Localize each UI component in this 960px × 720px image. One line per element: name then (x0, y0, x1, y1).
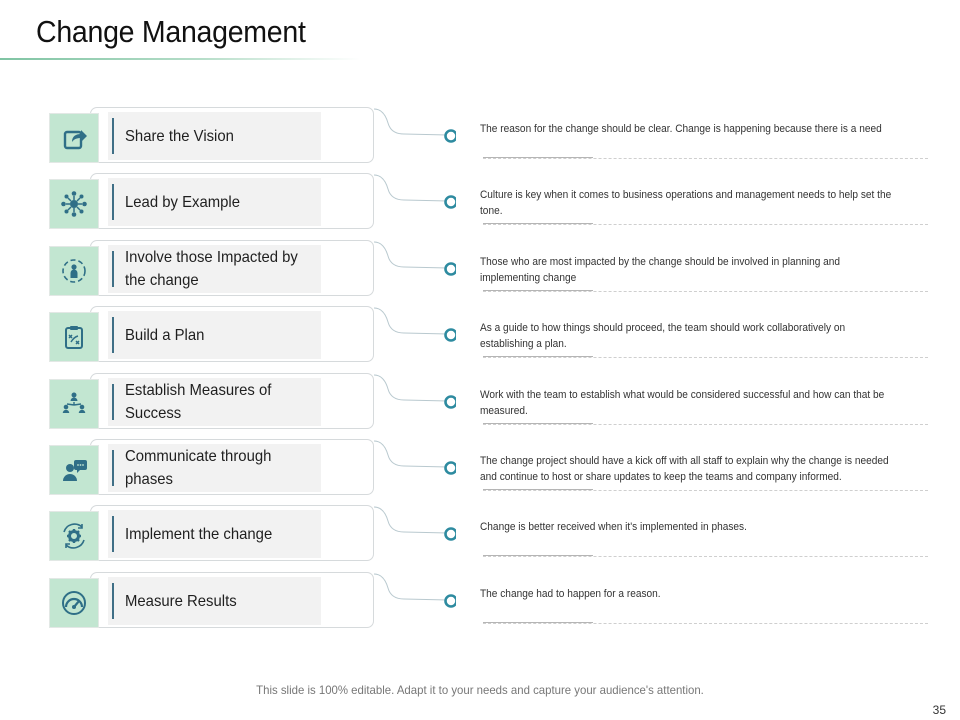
label-accent-bar (112, 251, 114, 287)
label-accent-bar (112, 118, 114, 154)
step-label: Build a Plan (125, 326, 205, 344)
step-description: The reason for the change should be clear. Change is happening because there is a need (480, 123, 882, 135)
description-divider (483, 424, 928, 425)
step-label: Share the Vision (125, 127, 234, 145)
step-row (0, 373, 960, 433)
step-label-box (108, 311, 321, 359)
label-accent-bar (112, 184, 114, 220)
team-hierarchy-icon (49, 379, 99, 429)
step-row (0, 240, 960, 300)
connector-line (374, 373, 456, 413)
description-divider (483, 291, 928, 292)
description-divider-accent (483, 622, 593, 623)
step-description: As a guide to how things should proceed, the team should work collaboratively on establishing a plan. (480, 322, 846, 350)
page-number: 35 (932, 703, 946, 717)
share-icon (49, 113, 99, 163)
people-circle-icon (49, 246, 99, 296)
network-icon (49, 179, 99, 229)
connector-line (374, 306, 456, 346)
description-divider (483, 556, 928, 557)
step-label: Establish Measures of Success (125, 382, 272, 422)
description-divider (483, 490, 928, 491)
connector-line (374, 107, 456, 147)
step-row (0, 572, 960, 632)
step-label-box (108, 577, 321, 625)
gauge-icon (49, 578, 99, 628)
description-divider-accent (483, 555, 593, 556)
step-description: The change project should have a kick off with all staff to explain why the change is needed and continue to host or share updates to keep the teams and company informed. (480, 455, 889, 483)
label-accent-bar (112, 450, 114, 486)
step-label-box (108, 178, 321, 226)
label-accent-bar (112, 384, 114, 420)
step-row (0, 505, 960, 565)
step-label: Implement the change (125, 525, 273, 543)
step-label-box (108, 444, 321, 492)
description-divider-accent (483, 157, 593, 158)
description-divider-accent (483, 290, 593, 291)
chat-user-icon (49, 445, 99, 495)
description-divider (483, 158, 928, 159)
description-divider-accent (483, 223, 593, 224)
step-row (0, 107, 960, 167)
description-divider-accent (483, 423, 593, 424)
step-row (0, 173, 960, 233)
connector-line (374, 173, 456, 213)
step-label-box (108, 510, 321, 558)
step-label-box (108, 378, 321, 426)
footer-note: This slide is 100% editable. Adapt it to your needs and capture your audience's attention. (256, 683, 704, 697)
step-description: Work with the team to establish what would be considered successful and how can that be measured. (480, 389, 885, 417)
description-divider (483, 623, 928, 624)
step-description: Culture is key when it comes to business operations and management needs to help set the tone. (480, 189, 892, 217)
step-description: The change had to happen for a reason. (480, 588, 661, 600)
clipboard-plan-icon (49, 312, 99, 362)
gear-cycle-icon (49, 511, 99, 561)
description-divider-accent (483, 356, 593, 357)
connector-line (374, 572, 456, 612)
description-divider (483, 357, 928, 358)
description-divider-accent (483, 489, 593, 490)
step-label: Measure Results (125, 592, 237, 610)
step-description: Change is better received when it's implemented in phases. (480, 521, 747, 533)
connector-line (374, 439, 456, 479)
label-accent-bar (112, 516, 114, 552)
step-label: Communicate through phases (125, 448, 272, 488)
page-title: Change Management (36, 14, 306, 49)
step-label: Lead by Example (125, 193, 240, 211)
step-row (0, 306, 960, 366)
step-label-box (108, 112, 321, 160)
step-row (0, 439, 960, 499)
step-description: Those who are most impacted by the change should be involved in planning and implementing change (480, 256, 841, 284)
label-accent-bar (112, 317, 114, 353)
step-label: Involve those Impacted by the change (125, 249, 298, 289)
connector-line (374, 240, 456, 280)
connector-line (374, 505, 456, 545)
label-accent-bar (112, 583, 114, 619)
step-label-box (108, 245, 321, 293)
description-divider (483, 224, 928, 225)
